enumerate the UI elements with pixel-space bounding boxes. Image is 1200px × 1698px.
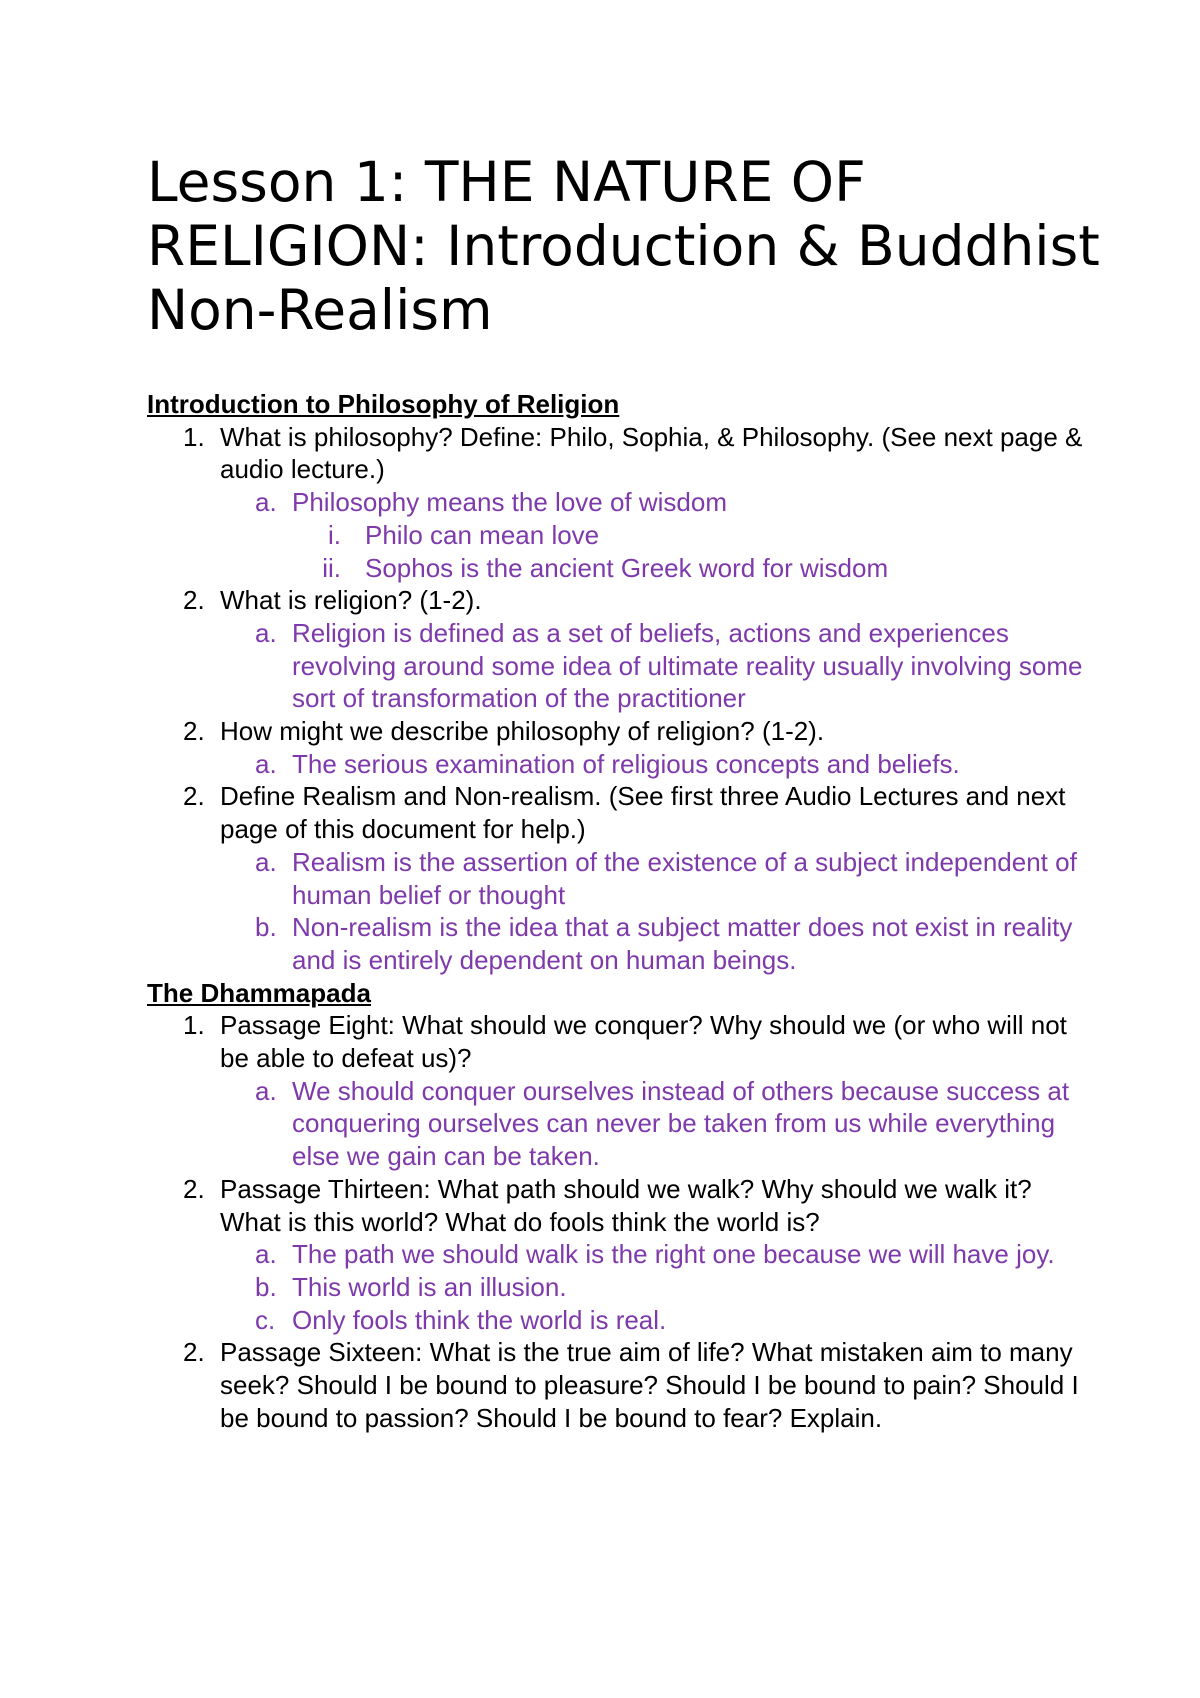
- answer-text: Only fools think the world is real.: [292, 1304, 667, 1335]
- list-marker: b.: [255, 912, 277, 943]
- list-marker: a.: [255, 617, 277, 648]
- document-body: [147, 388, 1087, 1435]
- answer-text: Philo can mean love: [365, 519, 600, 550]
- answer-item: [147, 617, 1087, 715]
- question-text: What is religion? (1-2).: [220, 585, 482, 616]
- answer-text: Realism is the assertion of the existence of a subject independent of human belief or thought: [292, 846, 1077, 910]
- question-text: What is philosophy? Define: Philo, Sophia, & Philosophy. (See next page & audio lecture.): [220, 421, 1083, 485]
- question-item: [147, 780, 1087, 845]
- question-item: [147, 1336, 1087, 1434]
- list-marker: 2.: [183, 781, 205, 812]
- list-marker: 1.: [183, 1010, 205, 1041]
- answer-item: [147, 1271, 1087, 1304]
- list-marker: a.: [255, 1075, 277, 1106]
- list-marker: 1.: [183, 421, 205, 452]
- answer-item: [147, 1075, 1087, 1173]
- question-item: [147, 1173, 1087, 1238]
- answer-text: Sophos is the ancient Greek word for wisdom: [365, 552, 889, 583]
- answer-text: Religion is defined as a set of beliefs, actions and experiences revolving around some idea of ultimate reality usually involving some sort of transformation of the practitioner: [292, 617, 1083, 714]
- page-title: Lesson 1: THE NATURE OF RELIGION: Introduction & Buddhist Non-Realism: [147, 150, 1100, 342]
- question-text: How might we describe philosophy of religion? (1-2).: [220, 716, 825, 747]
- answer-item: [147, 911, 1087, 976]
- list-marker: b.: [255, 1271, 277, 1302]
- sub-answer-item: [147, 552, 1087, 585]
- list-marker: a.: [255, 846, 277, 877]
- answer-text: This world is an illusion.: [292, 1271, 567, 1302]
- answer-text: Non-realism is the idea that a subject matter does not exist in reality and is entirely dependent on human beings.: [292, 912, 1073, 975]
- question-item: [147, 1009, 1087, 1074]
- answer-item: [147, 486, 1087, 519]
- section-heading: Introduction to Philosophy of Religion: [147, 389, 620, 419]
- list-marker: 2.: [183, 1173, 205, 1204]
- question-text: Passage Thirteen: What path should we walk? Why should we walk it? What is this world? What do fools think the world is?: [220, 1173, 1032, 1237]
- list-marker: 2.: [183, 585, 205, 616]
- answer-text: We should conquer ourselves instead of others because success at conquering ourselves can never be taken from us while everything else we gain can be taken.: [292, 1075, 1070, 1172]
- answer-item: [147, 1238, 1087, 1271]
- answer-text: The serious examination of religious concepts and beliefs.: [292, 748, 960, 779]
- sub-answer-item: [147, 519, 1087, 552]
- list-marker: 2.: [183, 716, 205, 747]
- question-item: [147, 584, 1087, 617]
- list-marker: 2.: [183, 1337, 205, 1368]
- list-marker: a.: [255, 748, 277, 779]
- list-marker: a.: [255, 1239, 277, 1270]
- question-text: Define Realism and Non-realism. (See first three Audio Lectures and next page of this document for help.): [220, 781, 1066, 845]
- answer-text: The path we should walk is the right one because we will have joy.: [292, 1239, 1055, 1270]
- list-marker: a.: [255, 487, 277, 518]
- question-text: Passage Sixteen: What is the true aim of life? What mistaken aim to many seek? Should I be bound to pleasure? Should I be bound to pain? Should I be bound to passion? Should I be bound to fear? Explain.: [220, 1337, 1079, 1433]
- answer-item: [147, 1304, 1087, 1337]
- question-text: Passage Eight: What should we conquer? Why should we (or who will not be able to defeat us)?: [220, 1010, 1067, 1074]
- list-marker: c.: [255, 1304, 276, 1335]
- section-heading: The Dhammapada: [147, 977, 371, 1008]
- answer-text: Philosophy means the love of wisdom: [292, 487, 728, 518]
- answer-item: [147, 748, 1087, 781]
- list-marker: i.: [328, 519, 341, 550]
- list-marker: ii.: [322, 552, 341, 583]
- answer-item: [147, 846, 1087, 911]
- question-item: [147, 421, 1087, 486]
- question-item: [147, 715, 1087, 748]
